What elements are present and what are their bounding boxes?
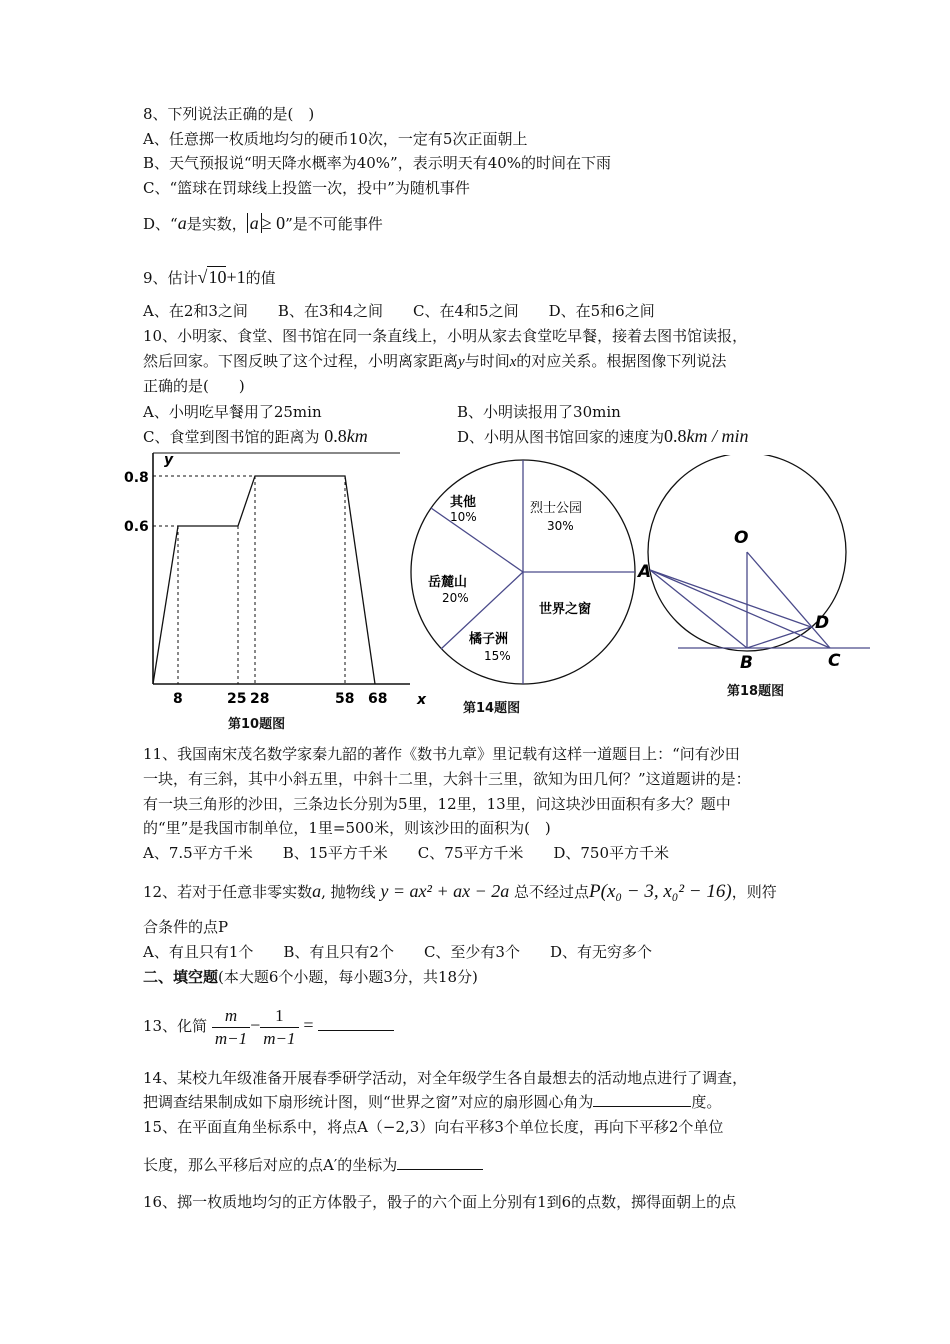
q8-stem: 8、下列说法正确的是( ) [143, 105, 315, 123]
pie-label-park: 烈士公园 [530, 501, 583, 516]
q10-option-a: A、小明吃早餐用了25min [143, 403, 322, 421]
q13-prefix: 13、化简 [143, 1017, 208, 1035]
segment-ac [650, 570, 830, 648]
q13-stem [143, 1000, 394, 1051]
q13-frac2-den: m−1 [263, 1028, 296, 1048]
q10-line3: 正确的是( ) [143, 377, 245, 395]
q8-d-abs: a [247, 213, 262, 233]
segment-bd [747, 627, 811, 648]
q13-frac2-num: 1 [260, 1005, 298, 1028]
q12-prefix: 12、若对于任意非零实数 [143, 883, 313, 901]
y-axis-label: y [164, 452, 174, 468]
q8-option-b: B、天气预报说“明天降水概率为40%”，表示明天有40%的时间在下雨 [143, 154, 612, 172]
x-tick-58: 58 [335, 691, 355, 707]
q10-option-c-value: 0.8 [324, 426, 347, 446]
q15-answer-blank[interactable] [397, 1155, 483, 1170]
q10-option-d [457, 424, 749, 449]
q8-option-d [143, 210, 383, 237]
pie-label-juzizhou: 橘子洲 [469, 632, 509, 647]
q13-fraction-2 [260, 1005, 298, 1050]
figure-14-caption: 第14题图 [463, 701, 521, 716]
figure-10-caption: 第10题图 [228, 717, 286, 732]
q15-line1: 15、在平面直角坐标系中，将点A（−2,3）向右平移3个单位长度，再向下平移2个单位 [143, 1118, 724, 1136]
q12-formula: y = ax² + ax − 2a [380, 881, 510, 901]
pie-pct-juzizhou: 15% [484, 649, 511, 663]
q11-line4: 的“里”是我国市制单位，1里=500米，则该沙田的面积为( ) [143, 819, 551, 837]
section-2-note: (本大题6个小题，每小题3分，共18分) [218, 968, 478, 986]
q10-option-d-text: D、小明从图书馆回家的速度为 [457, 428, 665, 446]
q10-option-d-value: 0.8 [664, 426, 687, 446]
figure-18-geometry [630, 455, 880, 680]
x-tick-68: 68 [368, 691, 388, 707]
point-b-label: B [740, 653, 753, 673]
x-axis-label: x [417, 692, 427, 708]
x-tick-28: 28 [250, 691, 270, 707]
q10-var-y: y [458, 354, 465, 370]
point-d-label: D [815, 613, 830, 633]
point-o-label: O [734, 528, 749, 548]
q9-stem-prefix: 9、估计 [143, 269, 198, 287]
q12-mid: , 抛物线 [321, 883, 376, 901]
q10-line2 [143, 351, 726, 372]
point-c-label: C [828, 651, 841, 671]
q10-option-c-text: C、食堂到图书馆的距离为 [143, 428, 320, 446]
q14-line1: 14、某校九年级准备开展春季研学活动，对全年级学生各自最想去的活动地点进行了调查， [143, 1069, 748, 1087]
q15-line2-text: 长度，那么平移后对应的点A′的坐标为 [143, 1156, 398, 1174]
sqrt-icon: √ [197, 267, 208, 287]
q9-radicand: 10 [208, 267, 227, 287]
q15-line2 [143, 1155, 483, 1175]
q10-line2-c: 的对应关系。根据图像下列说法 [516, 352, 727, 370]
figure-14-pie [405, 455, 645, 695]
x-tick-25: 25 [227, 691, 247, 707]
q8-d-suffix: ”是不可能事件 [285, 215, 383, 233]
q8-option-a: A、任意掷一枚质地均匀的硬币10次，一定有5次正面朝上 [143, 130, 528, 148]
q14-line2 [143, 1092, 721, 1112]
pie-pct-yuelu: 20% [442, 591, 469, 605]
pie-label-window: 世界之窗 [539, 602, 592, 617]
section-2-header [143, 967, 478, 987]
q9-stem-suffix: 的值 [245, 269, 276, 287]
q11-line1: 11、我国南宋茂名数学家秦九韶的著作《数书九章》里记载有这样一道题目上：“问有沙田 [143, 745, 740, 763]
q11-line2: 一块，有三斜，其中小斜五里，中斜十二里，大斜十三里，欲知为田几何？”这道题讲的是： [143, 770, 751, 788]
q11-options: A、7.5平方千米 B、15平方千米 C、75平方千米 D、750平方千米 [143, 844, 670, 862]
pie-pct-park: 30% [547, 519, 574, 533]
q8-d-prefix: D、“ [143, 215, 178, 233]
pie-label-other: 其他 [450, 495, 477, 510]
q14-answer-blank[interactable] [593, 1092, 691, 1107]
q10-var-x: x [509, 354, 517, 370]
q13-fraction-1 [212, 1005, 250, 1050]
q13-answer-blank[interactable] [318, 1016, 394, 1031]
pie-label-yuelu: 岳麓山 [428, 575, 468, 590]
y-tick-0.8: 0.8 [124, 470, 149, 486]
section-2-title: 二、填空题 [143, 968, 219, 986]
y-tick-0.6: 0.6 [124, 519, 149, 535]
q9-options: A、在2和3之间 B、在3和4之间 C、在4和5之间 D、在5和6之间 [143, 302, 655, 320]
q13-minus: − [250, 1015, 261, 1035]
point-a-label: A [638, 562, 652, 582]
q14-line2-text: 把调查结果制成如下扇形统计图，则“世界之窗”对应的扇形圆心角为 [143, 1093, 594, 1111]
x-tick-8: 8 [173, 691, 183, 707]
segment-oc [747, 552, 830, 648]
q9-stem [143, 264, 276, 291]
figure-18-caption: 第18题图 [727, 684, 785, 699]
q13-frac1-num: m [212, 1005, 250, 1028]
q8-d-var: a [177, 213, 187, 233]
q12-point: P(x₀ − 3, x₀² − 16) [589, 881, 732, 902]
q12-mid2: 总不经过点 [514, 883, 590, 901]
q11-line3: 有一块三角形的沙田，三条边长分别为5里，12里，13里，问这块沙田面积有多大？题中 [143, 795, 731, 813]
q10-option-b: B、小明读报用了30min [457, 403, 621, 421]
q9-plus-one: +1 [226, 267, 246, 287]
figure-10-graph [110, 445, 440, 715]
q16-line1: 16、掷一枚质地均匀的正方体骰子，骰子的六个面上分别有1到6的点数，掷得面朝上的点 [143, 1193, 737, 1211]
q8-d-expr: ≥ 0 [261, 213, 286, 233]
q13-frac1-den: m−1 [214, 1028, 248, 1048]
q10-line2-b: 与时间 [464, 352, 510, 370]
q12-options: A、有且只有1个 B、有且只有2个 C、至少有3个 D、有无穷多个 [143, 943, 652, 961]
pie-pct-other: 10% [450, 510, 477, 524]
segment-ab [650, 570, 747, 648]
pie-divider-upper-left [431, 508, 523, 572]
q8-option-c: C、“篮球在罚球线上投篮一次，投中”为随机事件 [143, 179, 470, 197]
q12-suffix: ，则符 [731, 883, 777, 901]
q12-stem [143, 879, 777, 904]
q10-option-d-unit: km / min [686, 426, 749, 446]
q14-line2-suffix: 度。 [691, 1093, 722, 1111]
q10-line1: 10、小明家、食堂、图书馆在同一条直线上，小明从家去食堂吃早餐，接着去图书馆读报， [143, 327, 748, 345]
q10-line2-a: 然后回家。下图反映了这个过程，小明离家距离 [143, 352, 459, 370]
q12-var-a: a [312, 881, 322, 901]
q10-option-c-unit: km [346, 426, 368, 446]
q13-equals: = [303, 1015, 314, 1035]
distance-curve [153, 476, 375, 684]
q12-line2: 合条件的点P [143, 918, 229, 936]
q8-d-mid: 是实数， [186, 215, 247, 233]
